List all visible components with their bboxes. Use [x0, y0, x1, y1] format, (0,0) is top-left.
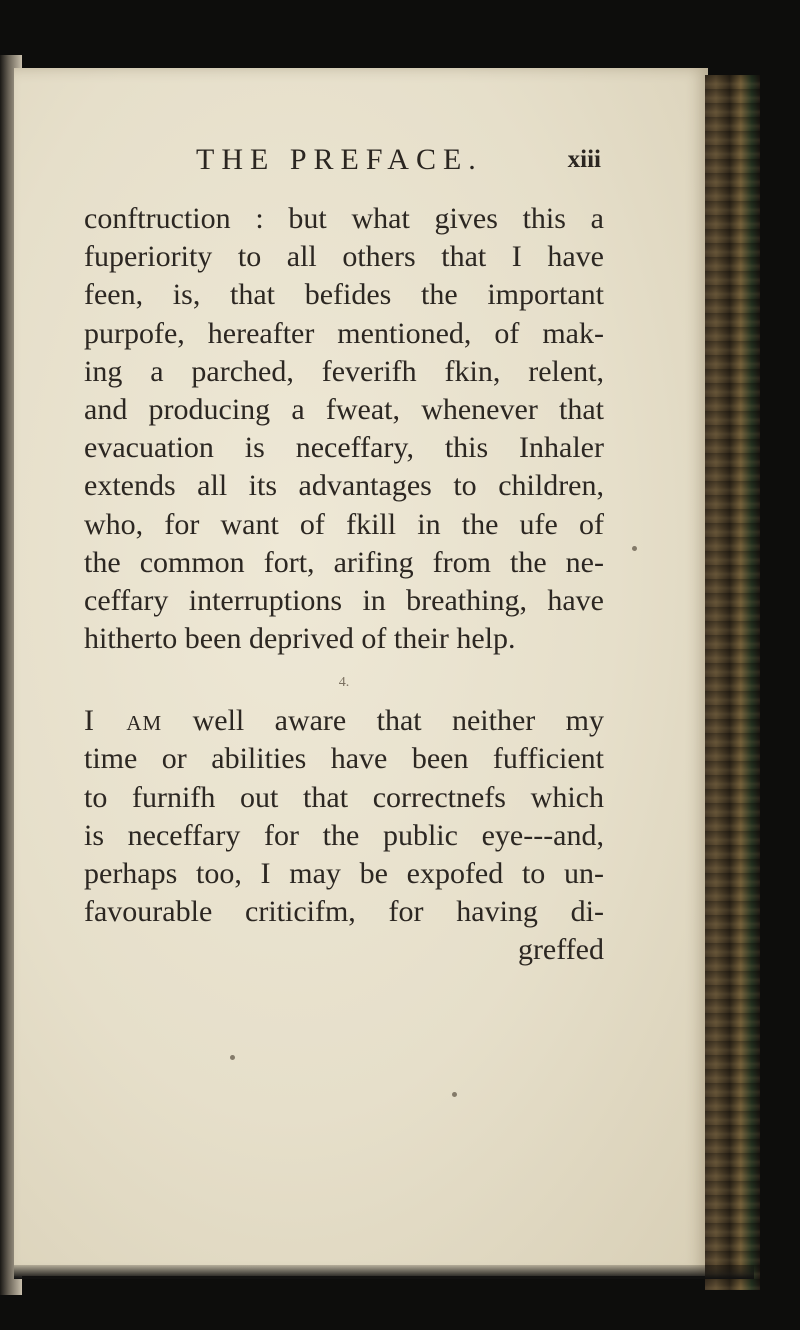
text-line: hitherto been deprived of their help.	[84, 622, 516, 656]
running-head-title: THE PREFACE.	[196, 143, 483, 176]
text-line: to furnifh out that correctnefs which	[84, 780, 604, 814]
text-line: perhaps too, I may be expofed to un-	[84, 857, 604, 890]
text-line: favourable criticifm, for having di-	[84, 895, 604, 929]
text-line: and producing a fweat, whenever that	[84, 392, 604, 426]
paragraph-2	[84, 702, 604, 969]
text-line: time or abilities have been fufficient	[84, 742, 604, 776]
page-number: xiii	[567, 146, 601, 173]
text-line: ceffary interruptions in breathing, have	[84, 583, 604, 617]
speck	[230, 1055, 235, 1060]
text-line: purpofe, hereafter mentioned, of mak-	[84, 316, 604, 350]
catchword: greffed	[517, 933, 604, 967]
text-line-first	[84, 702, 604, 740]
text-line: ing a parched, feverifh fkin, relent,	[84, 354, 604, 388]
text-line: the common fort, arifing from the ne-	[84, 545, 604, 579]
text-line: feen, is, that befides the important	[84, 278, 604, 312]
body-text	[84, 200, 604, 970]
speck	[632, 546, 637, 551]
paragraph-1	[84, 200, 604, 658]
text-line: who, for want of fkill in the ufe of	[84, 507, 604, 541]
text-line: conftruction : but what gives this a	[84, 202, 604, 235]
bottom-shadow	[14, 1265, 754, 1279]
text-line-rest: well aware that neither my	[162, 704, 604, 738]
speck	[452, 1092, 457, 1097]
section-ornament: 4.	[338, 675, 350, 691]
text-line: evacuation is neceffary, this Inhaler	[84, 431, 604, 465]
text-line: fuperiority to all others that I have	[84, 240, 604, 274]
running-head	[196, 140, 601, 180]
text-line: extends all its advantages to children,	[84, 469, 604, 503]
lead-word: I am	[84, 704, 163, 738]
text-line: is neceffary for the public eye---and,	[84, 818, 604, 852]
book-binding-edge	[705, 75, 760, 1290]
